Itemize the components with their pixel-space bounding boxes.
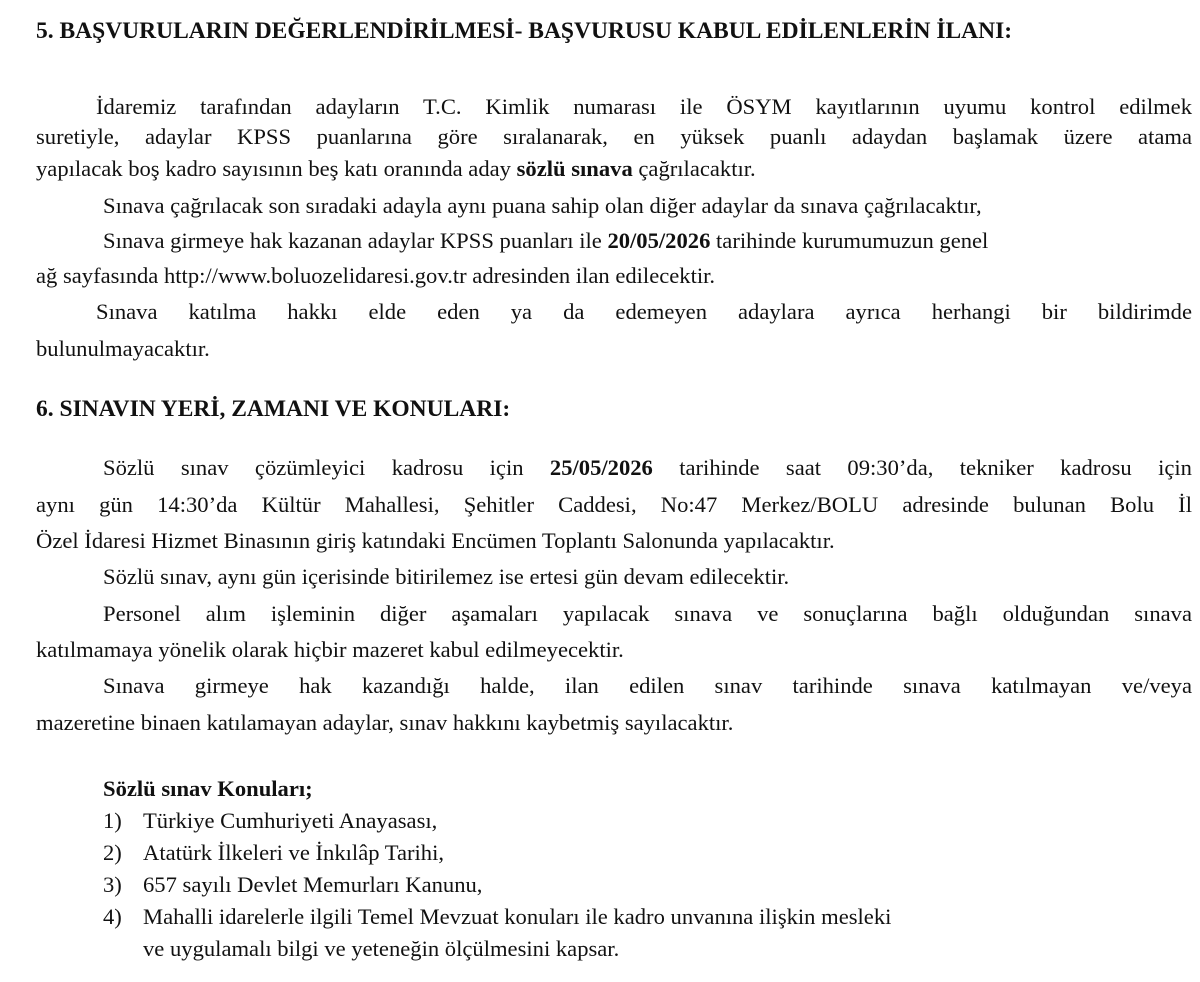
text: tarihinde saat 09:30’da, tekniker kadrosu için — [652, 455, 1192, 480]
section-6-p2: Sözlü sınav, aynı gün içerisinde bitirilemez ise ertesi gün devam edilecektir. — [103, 564, 790, 589]
section-6-p1-line2: aynı gün 14:30’da Kültür Mahallesi, Şehitler Caddesi, No:47 Merkez/BOLU adresinde bulunan Bolu İl — [36, 492, 1192, 517]
topic-text: 657 sayılı Devlet Memurları Kanunu, — [143, 872, 483, 897]
topic-item-4 — [103, 904, 891, 930]
bold-text-sozlu-sinava: sözlü sınava — [516, 156, 633, 181]
section-5-p1-line2: suretiyle, adaylar KPSS puanlarına göre sıralanarak, en yüksek puanlı adaydan başlamak üzere atama — [36, 124, 1192, 149]
section-6-p4-line2: mazeretine binaen katılamayan adaylar, sınav hakkını kaybetmiş sayılacaktır. — [36, 710, 734, 735]
section-6-heading: 6. SINAVIN YERİ, ZAMANI VE KONULARI: — [36, 396, 511, 422]
topic-number: 3) — [103, 872, 122, 897]
topic-text: Türkiye Cumhuriyeti Anayasası, — [143, 808, 438, 833]
topic-item-2 — [103, 840, 444, 866]
section-6-p3-line2: katılmamaya yönelik olarak hiçbir mazeret kabul edilmeyecektir. — [36, 637, 624, 662]
exam-date: 25/05/2026 — [549, 455, 653, 480]
section-6-p1-line1 — [103, 455, 1192, 481]
text — [103, 455, 1192, 480]
text: tarihinde kurumumuzun genel — [710, 228, 989, 253]
section-5-p1-line1: İdaremiz tarafından adayların T.C. Kimlik numarası ile ÖSYM kayıtlarının uyumu kontrol edilmek — [96, 94, 1192, 119]
topic-number: 4) — [103, 904, 122, 929]
topic-item-3 — [103, 872, 482, 898]
topic-item-1 — [103, 808, 437, 834]
text: yapılacak boş kadro sayısının beş katı oranında aday — [36, 156, 517, 181]
topic-text: Atatürk İlkeleri ve İnkılâp Tarihi, — [143, 840, 445, 865]
section-6-p4-line1: Sınava girmeye hak kazandığı halde, ilan edilen sınav tarihinde sınava katılmayan ve/veya — [103, 673, 1192, 698]
topic-number: 1) — [103, 808, 122, 833]
section-5-p4-line1: Sınava katılma hakkı elde eden ya da edemeyen adaylara ayrıca herhangi bir bildirimde — [96, 299, 1192, 324]
topics-title: Sözlü sınav Konuları; — [103, 776, 313, 801]
section-5-p1-line3 — [36, 156, 1192, 182]
section-6-p1-line3: Özel İdaresi Hizmet Binasının giriş katındaki Encümen Toplantı Salonunda yapılacaktır. — [36, 528, 835, 553]
topic-item-4-continuation: ve uygulamalı bilgi ve yeteneğin ölçülmesini kapsar. — [143, 936, 620, 961]
text: çağrılacaktır. — [632, 156, 756, 181]
topic-number: 2) — [103, 840, 122, 865]
text: Sınava girmeye hak kazanan adaylar KPSS puanları ile — [103, 228, 608, 253]
section-5-p4-line2: bulunulmayacaktır. — [36, 336, 210, 361]
topic-text: Mahalli idarelerle ilgili Temel Mevzuat konuları ile kadro unvanına ilişkin mesleki — [143, 904, 892, 929]
text: Sözlü sınav çözümleyici kadrosu için — [103, 455, 550, 480]
section-5-p3-line2: ağ sayfasında http://www.boluozelidaresi.gov.tr adresinden ilan edilecektir. — [36, 263, 716, 288]
announcement-date: 20/05/2026 — [607, 228, 711, 253]
section-6-p3-line1: Personel alım işleminin diğer aşamaları yapılacak sınava ve sonuçlarına bağlı olduğundan sınava — [103, 601, 1192, 626]
section-5-p3-line1 — [103, 228, 1192, 254]
section-5-p2: Sınava çağrılacak son sıradaki adayla aynı puana sahip olan diğer adaylar da sınava çağrılacaktır, — [103, 193, 982, 218]
section-5-heading: 5. BAŞVURULARIN DEĞERLENDİRİLMESİ- BAŞVURUSU KABUL EDİLENLERİN İLANI: — [36, 18, 1013, 44]
